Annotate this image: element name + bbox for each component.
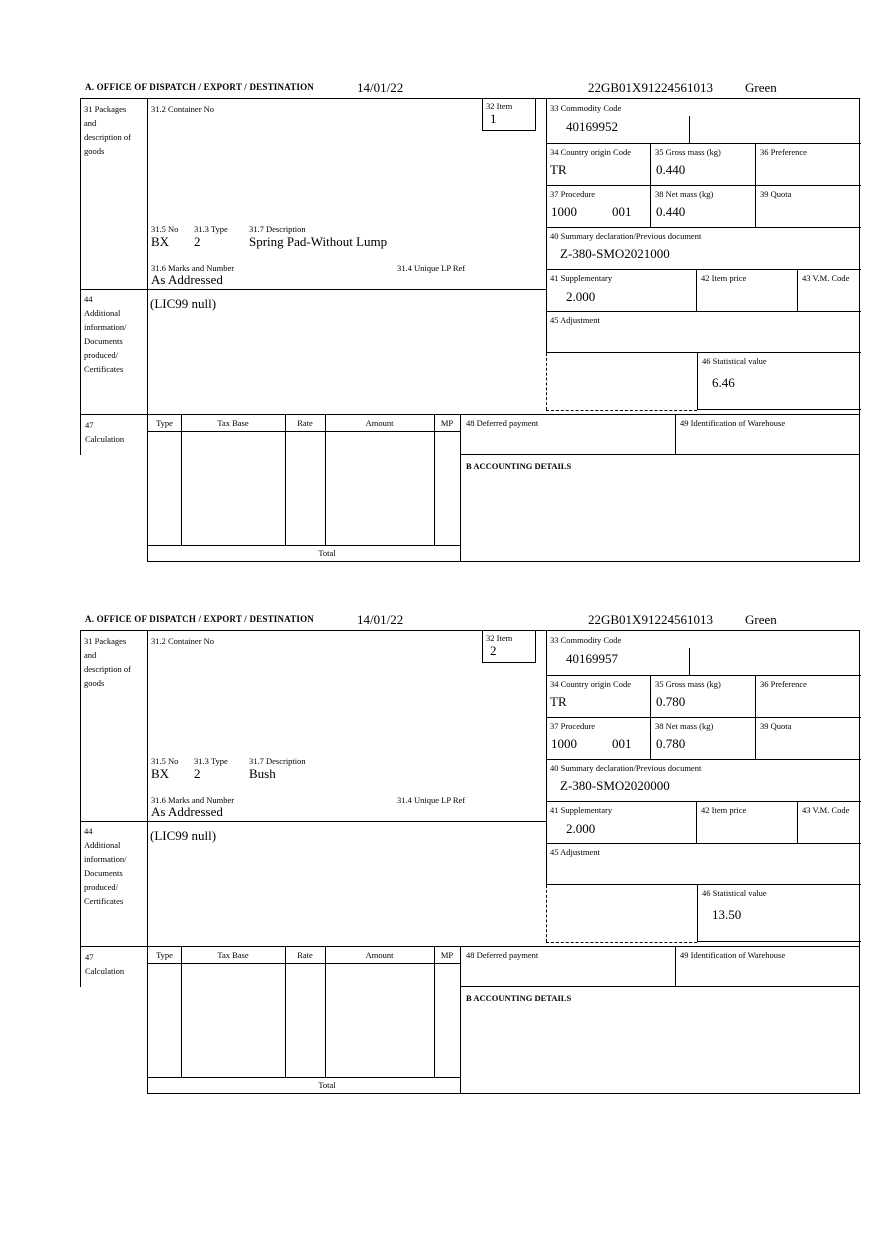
box-44-additional-cell [81,821,148,948]
box-37-procedure [546,718,651,759]
calc-total-label: Total [318,1080,336,1090]
calc-column-line-amount [434,415,435,545]
net-mass-value: 0.440 [656,204,686,219]
supplementary-value: 2.000 [566,289,596,304]
box-48-49-accounting-area [460,946,860,1094]
box-47-calculation-cell [80,947,147,987]
box-41-label: 41 Supplementary [550,805,613,815]
box-44-label [84,824,136,908]
supplementary-value: 2.000 [566,821,596,836]
calc-column-line-type [181,415,182,545]
box-37-label: 37 Procedure [550,189,596,199]
box-40-label: 40 Summary declaration/Previous document [550,763,702,773]
calculation-table [147,414,461,562]
box-37-procedure [546,186,651,227]
procedure-extra-value: 001 [612,204,632,219]
box-45-adjustment [546,312,861,353]
previous-document-value: Z-380-SMO2021000 [560,246,670,261]
office-of-dispatch-header: A. OFFICE OF DISPATCH / EXPORT / DESTINATION [85,614,315,624]
box-32-item [482,99,536,131]
additional-info-value: (LIC99 null) [150,828,217,843]
calc-column-line-amount [434,947,435,1077]
box-44-label [84,292,136,376]
box-31-label: 31 Packages and description of goods [84,636,131,688]
box-31-6-label: 31.6 Marks and Number [151,795,235,805]
calc-col-type: Type [156,418,173,428]
calc-column-line-type [181,947,182,1077]
box-49-warehouse [676,415,859,454]
calc-header-row [148,947,460,964]
container-no-label: 31.2 Container No [151,104,215,114]
box-31-packages-cell [81,99,148,289]
row-37-38-39 [546,718,861,760]
net-mass-value: 0.780 [656,736,686,751]
box-35-gross-mass [651,676,756,717]
box-31-3-label: 31.3 Type [194,224,228,234]
box-40-summary-declaration [546,760,861,802]
box-41-supplementary [546,270,697,311]
box-36-label: 36 Preference [760,147,807,157]
commodity-code-separator-line [689,648,690,675]
box-49-label: 49 Identification of Warehouse [680,950,786,960]
box-38-label: 38 Net mass (kg) [655,721,714,731]
box-47-label [85,418,141,446]
box-33-label: 33 Commodity Code [550,635,622,645]
dashed-vertical-line [546,353,547,410]
box-45-adjustment [546,844,861,885]
box-47-label [85,950,141,978]
gross-mass-value: 0.780 [656,694,686,709]
row-41-42-43 [546,802,861,844]
box-41-label: 41 Supplementary [550,273,613,283]
box-47-number: 47 [85,952,94,962]
calc-column-line-rate [325,415,326,545]
calc-col-tax-base: Tax Base [217,418,249,428]
box-31-5-label: 31.5 No [151,756,179,766]
box-32-label: 32 Item [486,101,513,111]
item-number-value: 2 [490,643,497,658]
box-40-label: 40 Summary declaration/Previous document [550,231,702,241]
box-32-item [482,631,536,663]
box-31-5-label: 31.5 No [151,224,179,234]
accounting-details-label: B ACCOUNTING DETAILS [466,993,572,1003]
box-44-text: Additional information/ Documents produced/ Certificates [84,308,127,374]
commodity-code-value: 40169952 [566,119,618,134]
marks-value: As Addressed [151,804,223,819]
box-38-label: 38 Net mass (kg) [655,189,714,199]
box-35-label: 35 Gross mass (kg) [655,679,721,689]
accounting-details-label: B ACCOUNTING DETAILS [466,461,572,471]
calc-total-label: Total [318,548,336,558]
box-31-6-label: 31.6 Marks and Number [151,263,235,273]
box-46-label: 46 Statistical value [702,356,767,366]
country-origin-value: TR [550,694,567,709]
package-kind-value: BX [151,766,170,781]
calc-total-divider-line [148,1077,460,1078]
calc-col-amount: Amount [365,950,394,960]
procedure-value: 1000 [551,204,577,219]
calc-col-rate: Rate [297,418,313,428]
row-37-38-39 [546,186,861,228]
box-42-label: 42 Item price [701,273,747,283]
box-31-4-label: 31.4 Unique LP Ref [397,263,466,273]
container-no-label: 31.2 Container No [151,636,215,646]
office-of-dispatch-header: A. OFFICE OF DISPATCH / EXPORT / DESTINATION [85,82,315,92]
box-35-label: 35 Gross mass (kg) [655,147,721,157]
box-47-calculation-cell [80,415,147,455]
route-status: Green [745,612,777,627]
box-46-statistical-value [697,353,861,410]
declaration-reference: 22GB01X91224561013 [588,80,713,95]
customs-item-block [0,612,882,1112]
row-34-35-36 [546,144,861,186]
box-42-item-price [697,270,798,311]
box-47-text: Calculation [85,966,125,976]
package-count-value: 2 [194,234,201,249]
marks-value: As Addressed [151,272,223,287]
previous-document-value: Z-380-SMO2020000 [560,778,670,793]
calc-column-line-rate [325,947,326,1077]
calc-total-divider-line [148,545,460,546]
box-34-label: 34 Country origin Code [550,679,631,689]
box-42-label: 42 Item price [701,805,747,815]
route-status: Green [745,80,777,95]
main-item-area [80,98,860,415]
box-46-label: 46 Statistical value [702,888,767,898]
box-39-quota [756,718,861,759]
box-39-label: 39 Quota [760,189,792,199]
box-39-quota [756,186,861,227]
box-37-label: 37 Procedure [550,721,596,731]
box-48-deferred-payment [461,415,676,454]
goods-description-value: Bush [249,766,276,781]
box-33-commodity [546,99,861,144]
box-48-49-accounting-area [460,414,860,562]
gross-mass-value: 0.440 [656,162,686,177]
dashed-horizontal-line [546,410,697,411]
declaration-reference: 22GB01X91224561013 [588,612,713,627]
calc-header-row [148,415,460,432]
box-44-divider-line [81,821,546,822]
box-43-label: 43 V.M. Code [802,273,850,283]
additional-info-value: (LIC99 null) [150,296,217,311]
box-31-4-label: 31.4 Unique LP Ref [397,795,466,805]
box-44-text: Additional information/ Documents produced/ Certificates [84,840,127,906]
box-31-7-label: 31.7 Description [249,756,306,766]
commodity-code-separator-line [689,116,690,143]
box-36-preference [756,144,861,185]
box-48-label: 48 Deferred payment [466,950,539,960]
box-43-vm-code [798,270,861,311]
calc-column-line-tax-base [285,947,286,1077]
box-34-origin [546,144,651,185]
box-47-text: Calculation [85,434,125,444]
box-45-label: 45 Adjustment [550,315,600,325]
goods-description-value: Spring Pad-Without Lump [249,234,388,249]
dispatch-date: 14/01/22 [357,612,404,627]
box-38-net-mass [651,186,756,227]
box-36-label: 36 Preference [760,679,807,689]
package-kind-value: BX [151,234,170,249]
box-49-label: 49 Identification of Warehouse [680,418,786,428]
procedure-value: 1000 [551,736,577,751]
calc-col-type: Type [156,950,173,960]
statistical-value: 6.46 [712,375,735,390]
box-33-commodity [546,631,861,676]
dispatch-date: 14/01/22 [357,80,404,95]
row-48-49 [461,415,859,455]
customs-item-block [0,80,882,580]
box-43-label: 43 V.M. Code [802,805,850,815]
box-31-3-label: 31.3 Type [194,756,228,766]
calc-col-amount: Amount [365,418,394,428]
item-number-value: 1 [490,111,497,126]
main-item-area [80,630,860,947]
box-48-deferred-payment [461,947,676,986]
box-44-divider-line [81,289,546,290]
box-39-label: 39 Quota [760,721,792,731]
procedure-extra-value: 001 [612,736,632,751]
box-41-supplementary [546,802,697,843]
calculation-table [147,946,461,1094]
box-31-7-label: 31.7 Description [249,224,306,234]
country-origin-value: TR [550,162,567,177]
box-43-vm-code [798,802,861,843]
box-31-packages-cell [81,631,148,821]
box-32-label: 32 Item [486,633,513,643]
box-45-label: 45 Adjustment [550,847,600,857]
box-44-additional-cell [81,289,148,416]
box-34-label: 34 Country origin Code [550,147,631,157]
calc-col-mp: MP [440,418,454,428]
calc-column-line-tax-base [285,415,286,545]
box-44-number: 44 [84,294,93,304]
box-38-net-mass [651,718,756,759]
box-48-label: 48 Deferred payment [466,418,539,428]
calc-col-mp: MP [440,950,454,960]
box-49-warehouse [676,947,859,986]
box-40-summary-declaration [546,228,861,270]
calc-col-rate: Rate [297,950,313,960]
row-48-49 [461,947,859,987]
box-35-gross-mass [651,144,756,185]
box-44-number: 44 [84,826,93,836]
row-41-42-43 [546,270,861,312]
statistical-value: 13.50 [712,907,742,922]
box-42-item-price [697,802,798,843]
commodity-code-value: 40169957 [566,651,618,666]
calc-col-tax-base: Tax Base [217,950,249,960]
package-count-value: 2 [194,766,201,781]
box-36-preference [756,676,861,717]
dashed-vertical-line [546,885,547,942]
box-46-statistical-value [697,885,861,942]
box-34-origin [546,676,651,717]
box-33-label: 33 Commodity Code [550,103,622,113]
box-47-number: 47 [85,420,94,430]
row-34-35-36 [546,676,861,718]
box-31-label: 31 Packages and description of goods [84,104,131,156]
dashed-horizontal-line [546,942,697,943]
